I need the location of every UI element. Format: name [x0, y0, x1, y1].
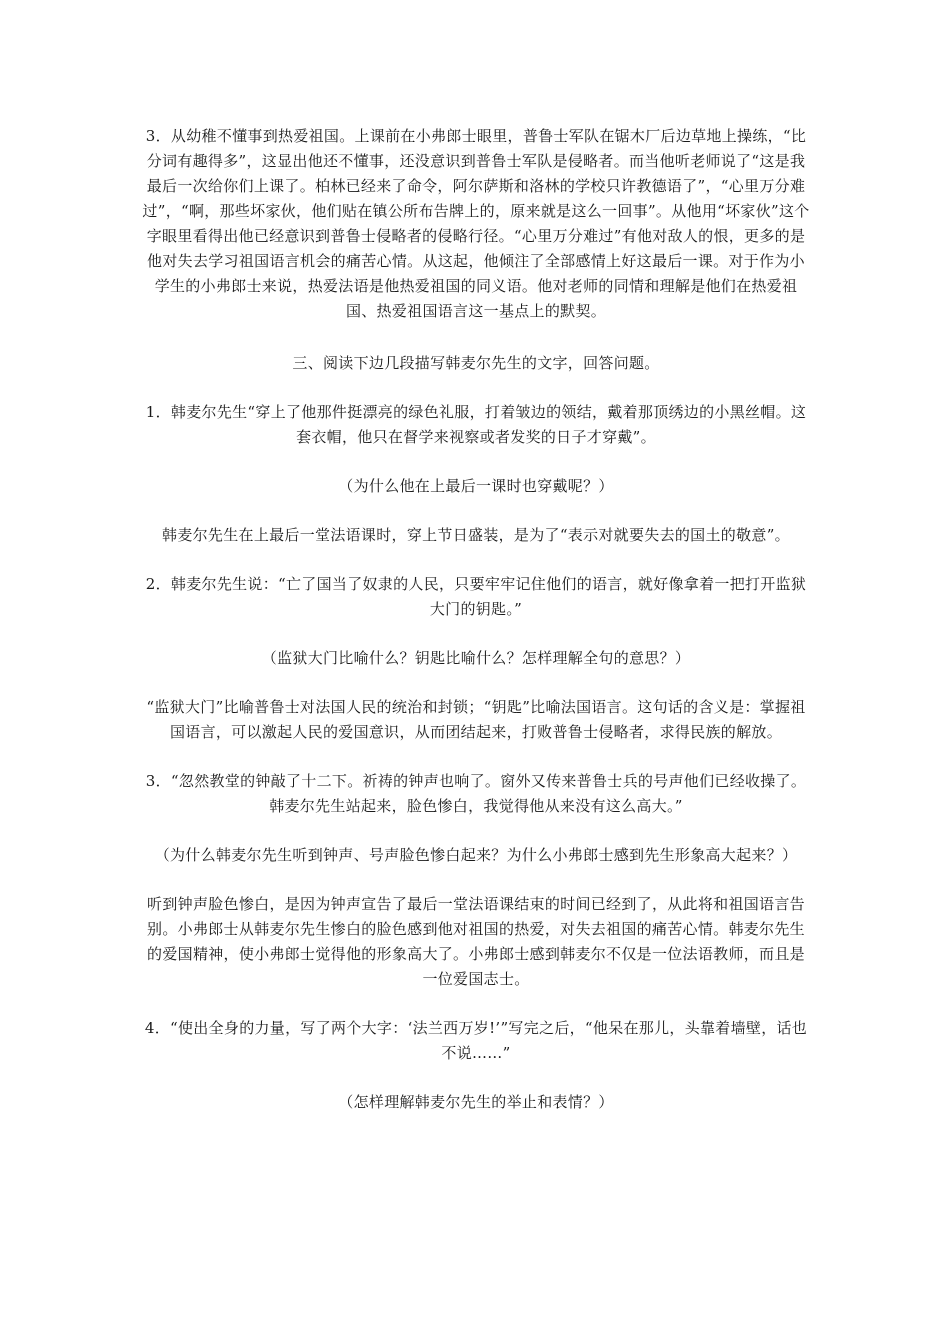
- question-3-quote: 3．“忽然教堂的钟敲了十二下。祈祷的钟声也响了。窗外又传来普鲁士兵的号声他们已经收操了。韩麦尔先生站起来，脸色惨白，我觉得他从来没有这么高大。”: [145, 772, 807, 815]
- question-1-prompt: （为什么他在上最后一课时也穿戴呢？）: [338, 477, 614, 495]
- question-4-quote: 4．“使出全身的力量，写了两个大字：‘法兰西万岁!’”写完之后，“他呆在那儿，头靠着墙壁，话也不说……”: [144, 1019, 808, 1062]
- question-2-answer: “监狱大门”比喻普鲁士对法国人民的统治和封锁；“钥匙”比喻法国语言。这句话的含义是：掌握祖国语言，可以激起人民的爱国意识，从而团结起来，打败普鲁士侵略者，求得民族的解放。: [146, 698, 806, 741]
- section-heading: 三、阅读下边几段描写韩麦尔先生的文字，回答问题。: [292, 354, 660, 372]
- question-4-prompt: （怎样理解韩麦尔先生的举止和表情？）: [338, 1093, 614, 1111]
- question-1-quote: 1．韩麦尔先生“穿上了他那件挺漂亮的绿色礼服，打着皱边的领结，戴着那顶绣边的小黑丝帽。这套衣帽，他只在督学来视察或者发奖的日子才穿戴”。: [145, 403, 807, 446]
- document-page: [140, 124, 812, 1115]
- question-3-prompt: （为什么韩麦尔先生听到钟声、号声脸色惨白起来？为什么小弗郎士感到先生形象高大起来？）: [154, 846, 798, 864]
- question-3-answer: 听到钟声脸色惨白，是因为钟声宣告了最后一堂法语课结束的时间已经到了，从此将和祖国语言告别。小弗郎士从韩麦尔先生惨白的脸色感到他对祖国的热爱，对失去祖国的痛苦心情。韩麦尔先生的爱国精神，使小弗郎士觉得他的形象高大了。小弗郎士感到韩麦尔不仅是一位法语教师，而且是一位爱国志士。: [147, 895, 805, 988]
- question-1-answer: 韩麦尔先生在上最后一堂法语课时，穿上节日盛装，是为了“表示对就要失去的国土的敬意”。: [162, 526, 790, 544]
- question-2-prompt: （监狱大门比喻什么？钥匙比喻什么？怎样理解全句的意思？）: [261, 649, 691, 667]
- question-2-quote: 2．韩麦尔先生说：“亡了国当了奴隶的人民，只要牢牢记住他们的语言，就好像拿着一把打开监狱大门的钥匙。”: [145, 575, 807, 618]
- answer-paragraph-3: 3．从幼稚不懂事到热爱祖国。上课前在小弗郎士眼里，普鲁士军队在锯木厂后边草地上操练，“比分词有趣得多”，这显出他还不懂事，还没意识到普鲁士军队是侵略者。而当他听老师说了“这是我最后一次给你们上课了。柏林已经来了命令，阿尔萨斯和洛林的学校只许教德语了”，“心里万分难过”，“啊，那些坏家伙，他们贴在镇公所布告牌上的，原来就是这么一回事”。从他用“坏家伙”这个字眼里看得出他已经意识到普鲁士侵略者的侵略行径。“心里万分难过”有他对敌人的恨，更多的是他对失去学习祖国语言机会的痛苦心情。从这起，他倾注了全部感情上好这最后一课。对于作为小学生的小弗郎士来说，热爱法语是他热爱祖国的同义语。他对老师的同情和理解是他们在热爱祖国、热爱祖国语言这一基点上的默契。: [142, 127, 810, 320]
